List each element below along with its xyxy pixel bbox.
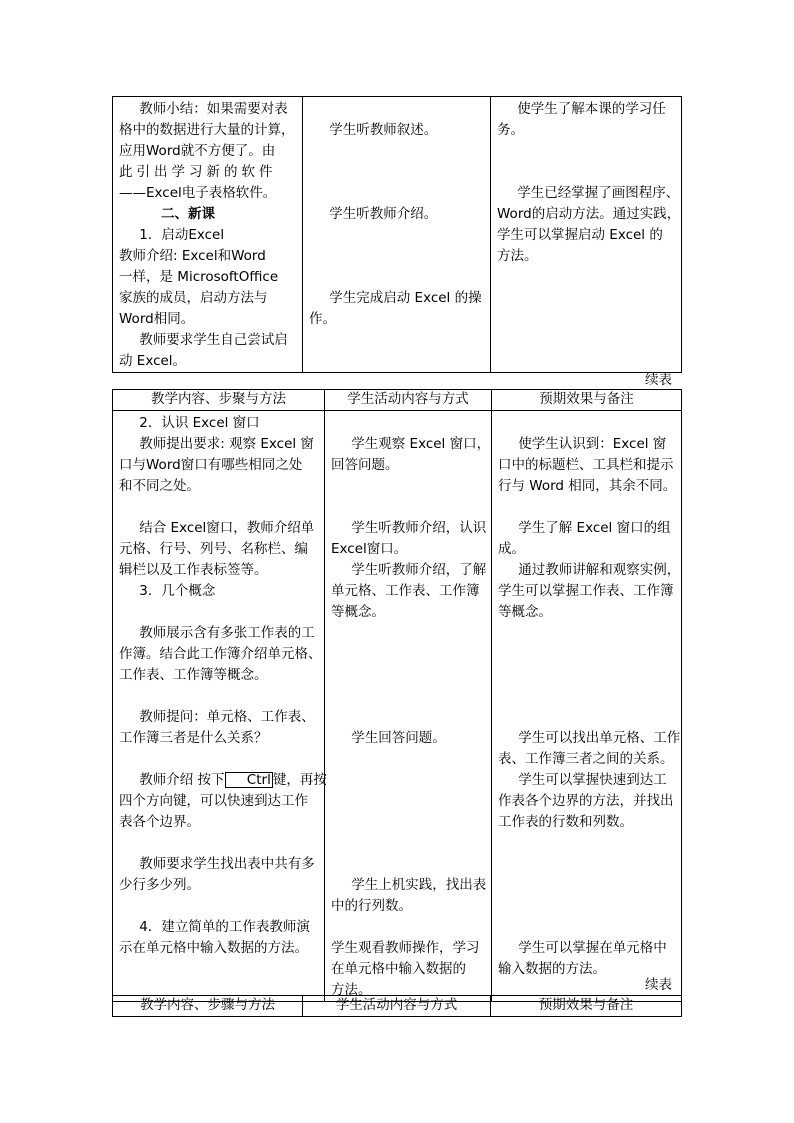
text-line: 四个方向键，可以快速到达工作 bbox=[119, 793, 308, 809]
lesson-table-3 bbox=[112, 995, 682, 1017]
text-line: 学生听教师介绍。 bbox=[329, 206, 438, 222]
text-line: 单元格、工作表、工作簿 bbox=[331, 583, 480, 599]
text-line: 等概念。 bbox=[498, 604, 552, 620]
text-line: 教师提问：单元格、工作表、 bbox=[139, 709, 315, 725]
text-line: 口中的标题栏、工具栏和提示 bbox=[498, 457, 674, 473]
text-line: 2．认识 Excel 窗口 bbox=[139, 415, 260, 431]
text-line: 工作表的行数和列数。 bbox=[498, 814, 633, 830]
text-line: Excel窗口。 bbox=[331, 541, 408, 557]
column-header: 预期效果与备注 bbox=[491, 996, 682, 1017]
text-line: ——Excel电子表格软件。 bbox=[119, 185, 277, 201]
text-line: Word的启动方法。通过实践， bbox=[497, 206, 681, 222]
text-line: 工作簿三者是什么关系？ bbox=[119, 730, 268, 746]
text-line: 少行多少列。 bbox=[119, 877, 200, 893]
text-line: 学生可以掌握快速到达工 bbox=[518, 772, 667, 788]
column-header: 学生活动内容与方式 bbox=[325, 390, 492, 411]
text-line: 在单元格中输入数据的 bbox=[331, 961, 466, 977]
table2-activity-cell bbox=[325, 411, 492, 1002]
text-line: 教师小结：如果需要对表 bbox=[139, 101, 288, 117]
text-line: 等概念。 bbox=[331, 604, 385, 620]
text-line: 4．建立简单的工作表教师演 bbox=[139, 919, 310, 935]
text-line: 行与 Word 相同，其余不同。 bbox=[498, 478, 677, 494]
section-heading: 二、新课 bbox=[161, 206, 215, 222]
text-line: 学生可以掌握启动 Excel 的 bbox=[497, 227, 663, 243]
text-line: 学生听教师介绍，了解 bbox=[351, 562, 487, 578]
text-line: 格中的数据进行大量的计算， bbox=[119, 122, 295, 138]
text-line: 学生了解 Excel 窗口的组 bbox=[518, 520, 671, 536]
continued-label: 续表 bbox=[645, 372, 672, 388]
text-line: 动 Excel。 bbox=[119, 353, 187, 369]
text-line: 学生上机实践，找出表 bbox=[351, 877, 487, 893]
table1-activity-cell bbox=[303, 97, 491, 373]
text-line: 教师提出要求: 观察 Excel 窗 bbox=[139, 436, 314, 452]
text-line: 学生听教师叙述。 bbox=[329, 122, 438, 138]
text-line: 使学生了解本课的学习任 bbox=[517, 101, 666, 117]
table2-content-cell bbox=[113, 411, 325, 1002]
text-line: 表、工作簿三者之间的关系。 bbox=[498, 751, 674, 767]
text-line: 教师要求学生自己尝试启 bbox=[139, 332, 288, 348]
column-header: 学生活动内容与方式 bbox=[303, 996, 491, 1017]
lesson-table-2 bbox=[112, 389, 682, 1002]
text-line: 方法。 bbox=[331, 982, 372, 998]
text-line: 结合 Excel窗口，教师介绍单 bbox=[139, 520, 315, 536]
text-fragment: 键，再按 bbox=[272, 772, 327, 788]
text-line: 一样，是 MicrosoftOffice bbox=[119, 269, 279, 285]
text-line: 表各个边界。 bbox=[119, 814, 200, 830]
column-header: 教学内容、步骤与方法 bbox=[113, 996, 303, 1017]
text-line: 学生观察 Excel 窗口， bbox=[351, 436, 491, 452]
text-line: 使学生认识到：Excel 窗 bbox=[518, 436, 667, 452]
text-line: 和不同之处。 bbox=[119, 478, 200, 494]
text-line: 3．几个概念 bbox=[139, 583, 216, 599]
text-line: 家族的成员，启动方法与 bbox=[119, 290, 268, 306]
table1-content-cell bbox=[113, 97, 303, 373]
text-line: 作。 bbox=[309, 311, 336, 327]
text-line: 作簿。结合此工作簿介绍单元格、 bbox=[119, 646, 322, 662]
text-line: 中的行列数。 bbox=[331, 898, 412, 914]
lesson-table-1 bbox=[112, 96, 682, 373]
text-line: Word相同。 bbox=[119, 311, 195, 327]
continued-label: 续表 bbox=[645, 977, 672, 993]
text-line: 务。 bbox=[497, 122, 524, 138]
text-line: 辑栏以及工作表标签等。 bbox=[119, 562, 268, 578]
text-line: 学生完成启动 Excel 的操 bbox=[329, 290, 482, 306]
text-line bbox=[119, 770, 327, 791]
ctrl-key-label: Ctrl bbox=[225, 772, 273, 788]
text-line: 应用Word就不方便了。由 bbox=[119, 143, 276, 159]
text-line: 作表各个边界的方法，并找出 bbox=[498, 793, 674, 809]
column-header: 预期效果与备注 bbox=[492, 390, 682, 411]
table1-effect-cell bbox=[491, 97, 682, 373]
text-line: 方法。 bbox=[497, 248, 538, 264]
text-line: 通过教师讲解和观察实例， bbox=[518, 562, 681, 578]
text-line: 学生可以找出单元格、工作 bbox=[518, 730, 681, 746]
text-line: 学生回答问题。 bbox=[351, 730, 446, 746]
text-line: 1．启动Excel bbox=[139, 227, 225, 243]
column-header: 教学内容、步聚与方法 bbox=[113, 390, 325, 411]
text-line: 学生可以掌握在单元格中 bbox=[518, 940, 667, 956]
text-line: 教师要求学生找出表中共有多 bbox=[139, 856, 315, 872]
text-line: 元格、行号、列号、名称栏、编 bbox=[119, 541, 308, 557]
text-line: 输入数据的方法。 bbox=[498, 961, 606, 977]
text-fragment: 教师介绍 按下 bbox=[139, 772, 225, 788]
text-line: 成。 bbox=[498, 541, 525, 557]
table2-effect-cell bbox=[492, 411, 682, 1002]
text-line: 工作表、工作簿等概念。 bbox=[119, 667, 268, 683]
text-line: 教师介绍: Excel和Word bbox=[119, 248, 266, 264]
text-line: 回答问题。 bbox=[331, 457, 399, 473]
text-line: 示在单元格中输入数据的方法。 bbox=[119, 940, 308, 956]
text-line: 学生可以掌握工作表、工作簿 bbox=[498, 583, 674, 599]
text-line: 口与Word窗口有哪些相同之处 bbox=[119, 457, 303, 473]
text-line: 学生已经掌握了画图程序、 bbox=[517, 185, 680, 201]
text-line: 学生观看教师操作，学习 bbox=[331, 940, 480, 956]
text-line: 学生听教师介绍，认识 bbox=[351, 520, 487, 536]
text-line: 此引出学习新的软件 bbox=[119, 164, 277, 180]
text-line: 教师展示含有多张工作表的工 bbox=[139, 625, 315, 641]
